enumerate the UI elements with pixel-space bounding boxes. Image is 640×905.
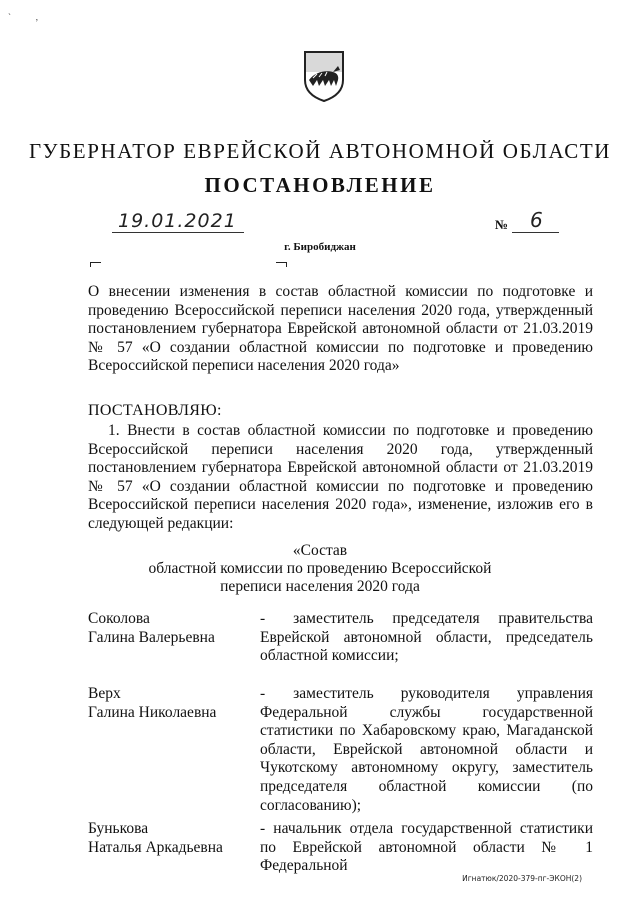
corner-bracket-right (276, 262, 287, 267)
number-label: № (495, 217, 509, 232)
member-surname: Соколова (88, 610, 150, 627)
member-role (260, 820, 593, 876)
member-role (260, 685, 593, 820)
member-row (88, 610, 593, 685)
member-row (88, 685, 593, 820)
composition-title-line: областной комиссии по проведению Всероссийской (148, 560, 492, 577)
corner-bracket-left (90, 262, 101, 267)
document-subject: О внесении изменения в состав областной комиссии по подготовке и проведению Всероссийской переписи населения 2020 года, утвержденный постановлением губернатора Еврейской автономной области от 21.03.2019 № 57 «О создании областной комиссии по подготовке и проведению Всероссийской переписи населения 2020 года» (88, 283, 593, 375)
paragraph-1: 1. Внести в состав областной комиссии по подготовке и проведению Всероссийской переписи населения 2020 года, утвержденный постановлением губернатора Еврейской автономной области от 21.03.2019 № 57 «О создании областной комиссии по подготовке и проведению Всероссийской переписи населения 2020 года», изменение, изложив его в следующей редакции: (88, 422, 593, 532)
scan-marks: ` , (8, 12, 38, 22)
member-given-name: Галина Николаевна (88, 703, 217, 721)
member-surname: Бунькова (88, 820, 149, 837)
composition-title (0, 542, 640, 596)
member-row (88, 820, 593, 876)
dash: - (260, 685, 266, 702)
document-number: 6 (530, 208, 543, 232)
member-role-text: заместитель руководителя управления Федеральной службы государственной статистики по Хабаровскому краю, Магаданской области, Еврейской автономной области и Чукотскому автономному округу, заместитель председателя областной комиссии (по согласованию); (260, 685, 593, 814)
dash: - (260, 610, 266, 627)
document-type: ПОСТАНОВЛЕНИЕ (204, 173, 436, 197)
preamble: ПОСТАНОВЛЯЮ: (88, 402, 222, 419)
authority-title: ГУБЕРНАТОР ЕВРЕЙСКОЙ АВТОНОМНОЙ ОБЛАСТИ (28, 139, 612, 163)
member-name (88, 820, 260, 876)
member-role-text: начальник отдела государственной статистики по Еврейской автономной области № 1 Федеральной (260, 820, 594, 875)
coat-of-arms-icon (303, 50, 345, 102)
dash: - (260, 820, 266, 837)
composition-title-line: переписи населения 2020 года (220, 578, 420, 595)
city: г. Биробиджан (284, 241, 356, 253)
member-name (88, 685, 260, 820)
date-underline (112, 232, 244, 233)
member-list (88, 610, 593, 876)
number-underline (512, 232, 559, 233)
member-given-name: Наталья Аркадьевна (88, 838, 223, 856)
member-given-name: Галина Валерьевна (88, 628, 215, 646)
footer-code: Игнатюк/2020-379-пг-ЭКОН(2) (462, 874, 582, 883)
member-name (88, 610, 260, 685)
member-role-text: заместитель председателя правительства Еврейской автономной области, председатель областной комиссии; (260, 610, 593, 665)
composition-title-line: «Состав (292, 542, 348, 559)
member-role (260, 610, 593, 685)
document-date: 19.01.2021 (118, 210, 237, 232)
member-surname: Верх (88, 685, 121, 702)
